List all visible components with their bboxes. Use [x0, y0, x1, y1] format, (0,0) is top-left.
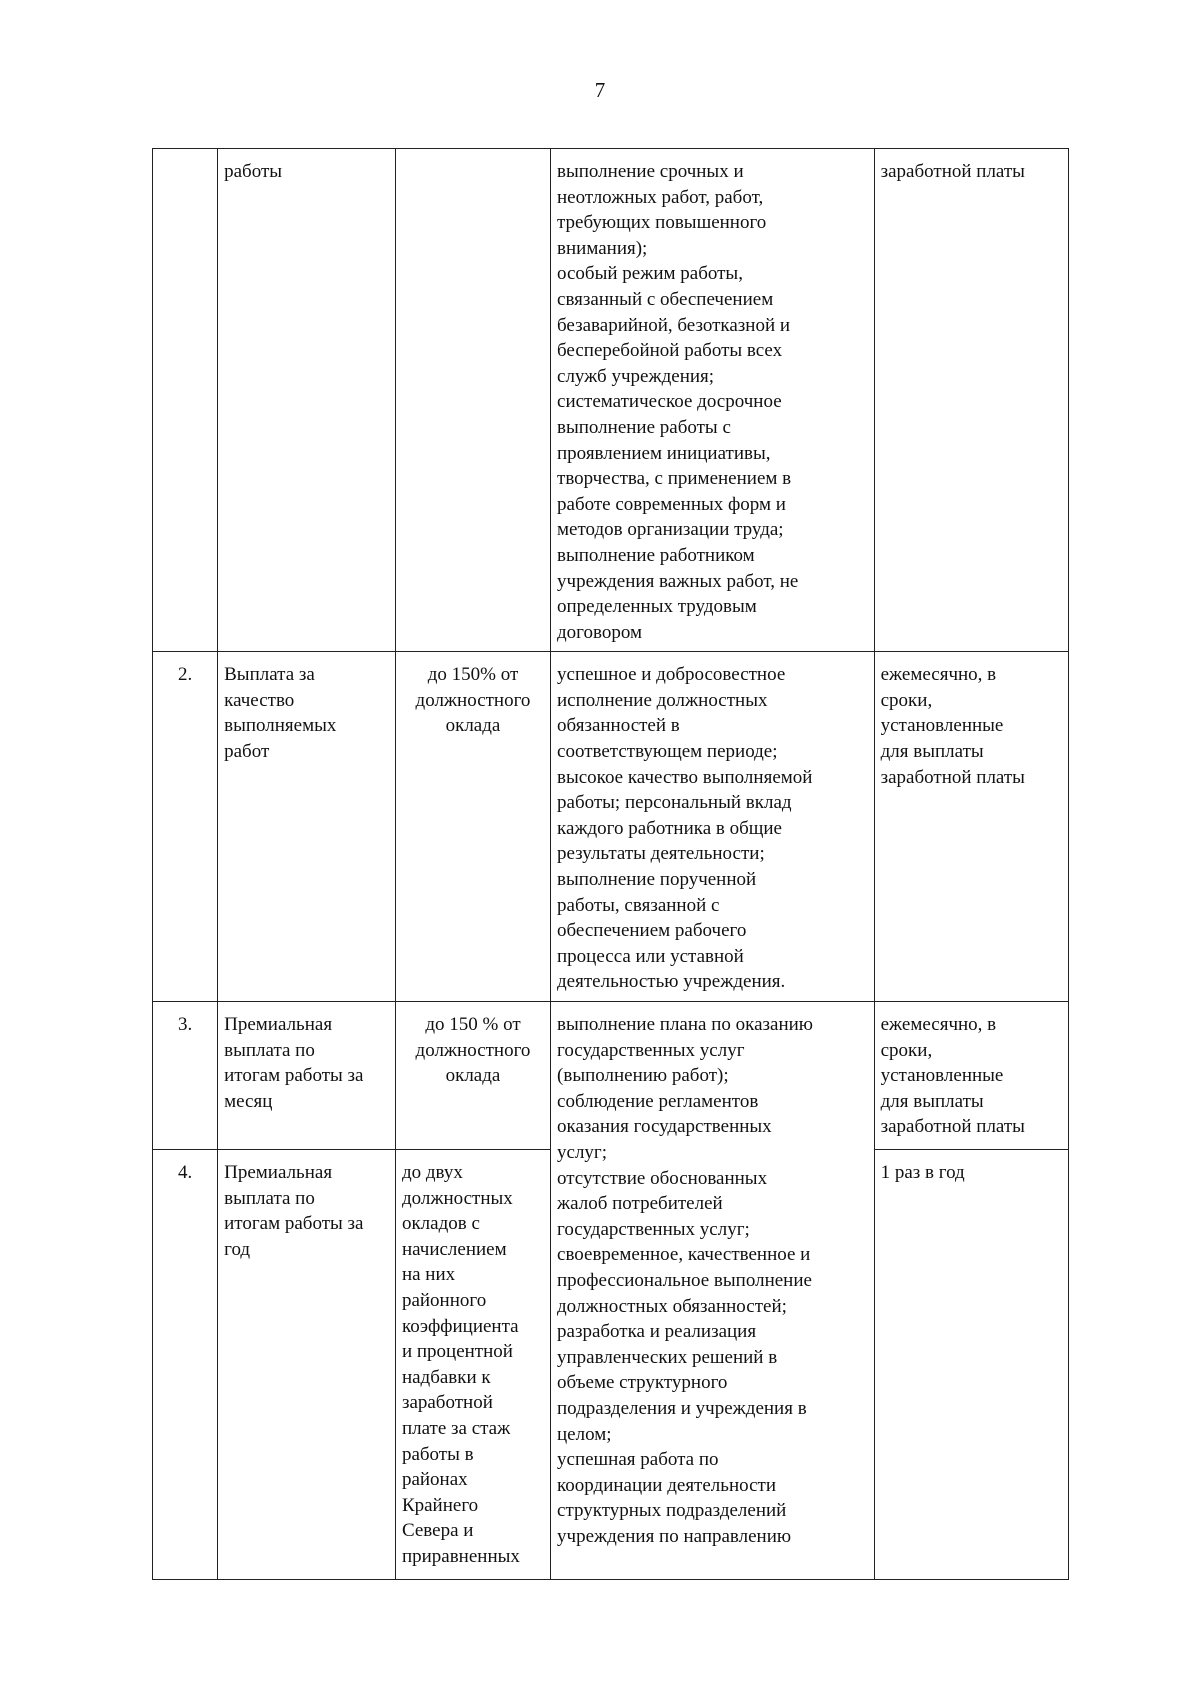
table-row: [153, 1002, 1069, 1150]
payment-amount: до двух должностных окладов с начислением на них районного коэффициента и процентной надбавки к заработной плате за стаж работы в районах Крайнего Севера и приравненных: [395, 1150, 550, 1580]
payment-name: Премиальная выплата по итогам работы за год: [218, 1150, 396, 1580]
row-number: 3.: [153, 1002, 218, 1150]
payment-period: ежемесячно, в сроки, установленные для выплаты заработной платы: [874, 1002, 1068, 1150]
payment-name: Премиальная выплата по итогам работы за месяц: [218, 1002, 396, 1150]
row-number: 2.: [153, 652, 218, 1002]
payment-amount: до 150% от должностного оклада: [395, 652, 550, 1002]
payment-name: работы: [218, 149, 396, 652]
row-number: [153, 149, 218, 652]
table-row: [153, 652, 1069, 1002]
payment-criteria: выполнение срочных и неотложных работ, работ, требующих повышенного внимания); особый режим работы, связанный с обеспечением безаварийной, безотказной и бесперебойной работы всех служб учреждения; систематическое досрочное выполнение работы с проявлением инициативы, творчества, с применением в работе современных форм и методов организации труда; выполнение работником учреждения важных работ, не определенных трудовым договором: [551, 149, 875, 652]
payments-table: [152, 148, 1069, 1580]
page-number: 7: [594, 78, 606, 102]
payment-name: Выплата за качество выполняемых работ: [218, 652, 396, 1002]
payment-criteria: выполнение плана по оказанию государственных услуг (выполнению работ); соблюдение регламентов оказания государственных услуг; отсутствие обоснованных жалоб потребителей государственных услуг; своевременное, качественное и профессиональное выполнение должностных обязанностей; разработка и реализация управленческих решений в объеме структурного подразделения и учреждения в целом; успешная работа по координации деятельности структурных подразделений учреждения по направлению: [551, 1002, 875, 1580]
row-number: 4.: [153, 1150, 218, 1580]
payment-amount: [395, 149, 550, 652]
payment-period: ежемесячно, в сроки, установленные для выплаты заработной платы: [874, 652, 1068, 1002]
payment-criteria: успешное и добросовестное исполнение должностных обязанностей в соответствующем периоде; высокое качество выполняемой работы; персональный вклад каждого работника в общие результаты деятельности; выполнение порученной работы, связанной с обеспечением рабочего процесса или уставной деятельностью учреждения.: [551, 652, 875, 1002]
payment-period: 1 раз в год: [874, 1150, 1068, 1580]
payment-period: заработной платы: [874, 149, 1068, 652]
payment-amount: до 150 % от должностного оклада: [395, 1002, 550, 1150]
table-row: [153, 149, 1069, 652]
